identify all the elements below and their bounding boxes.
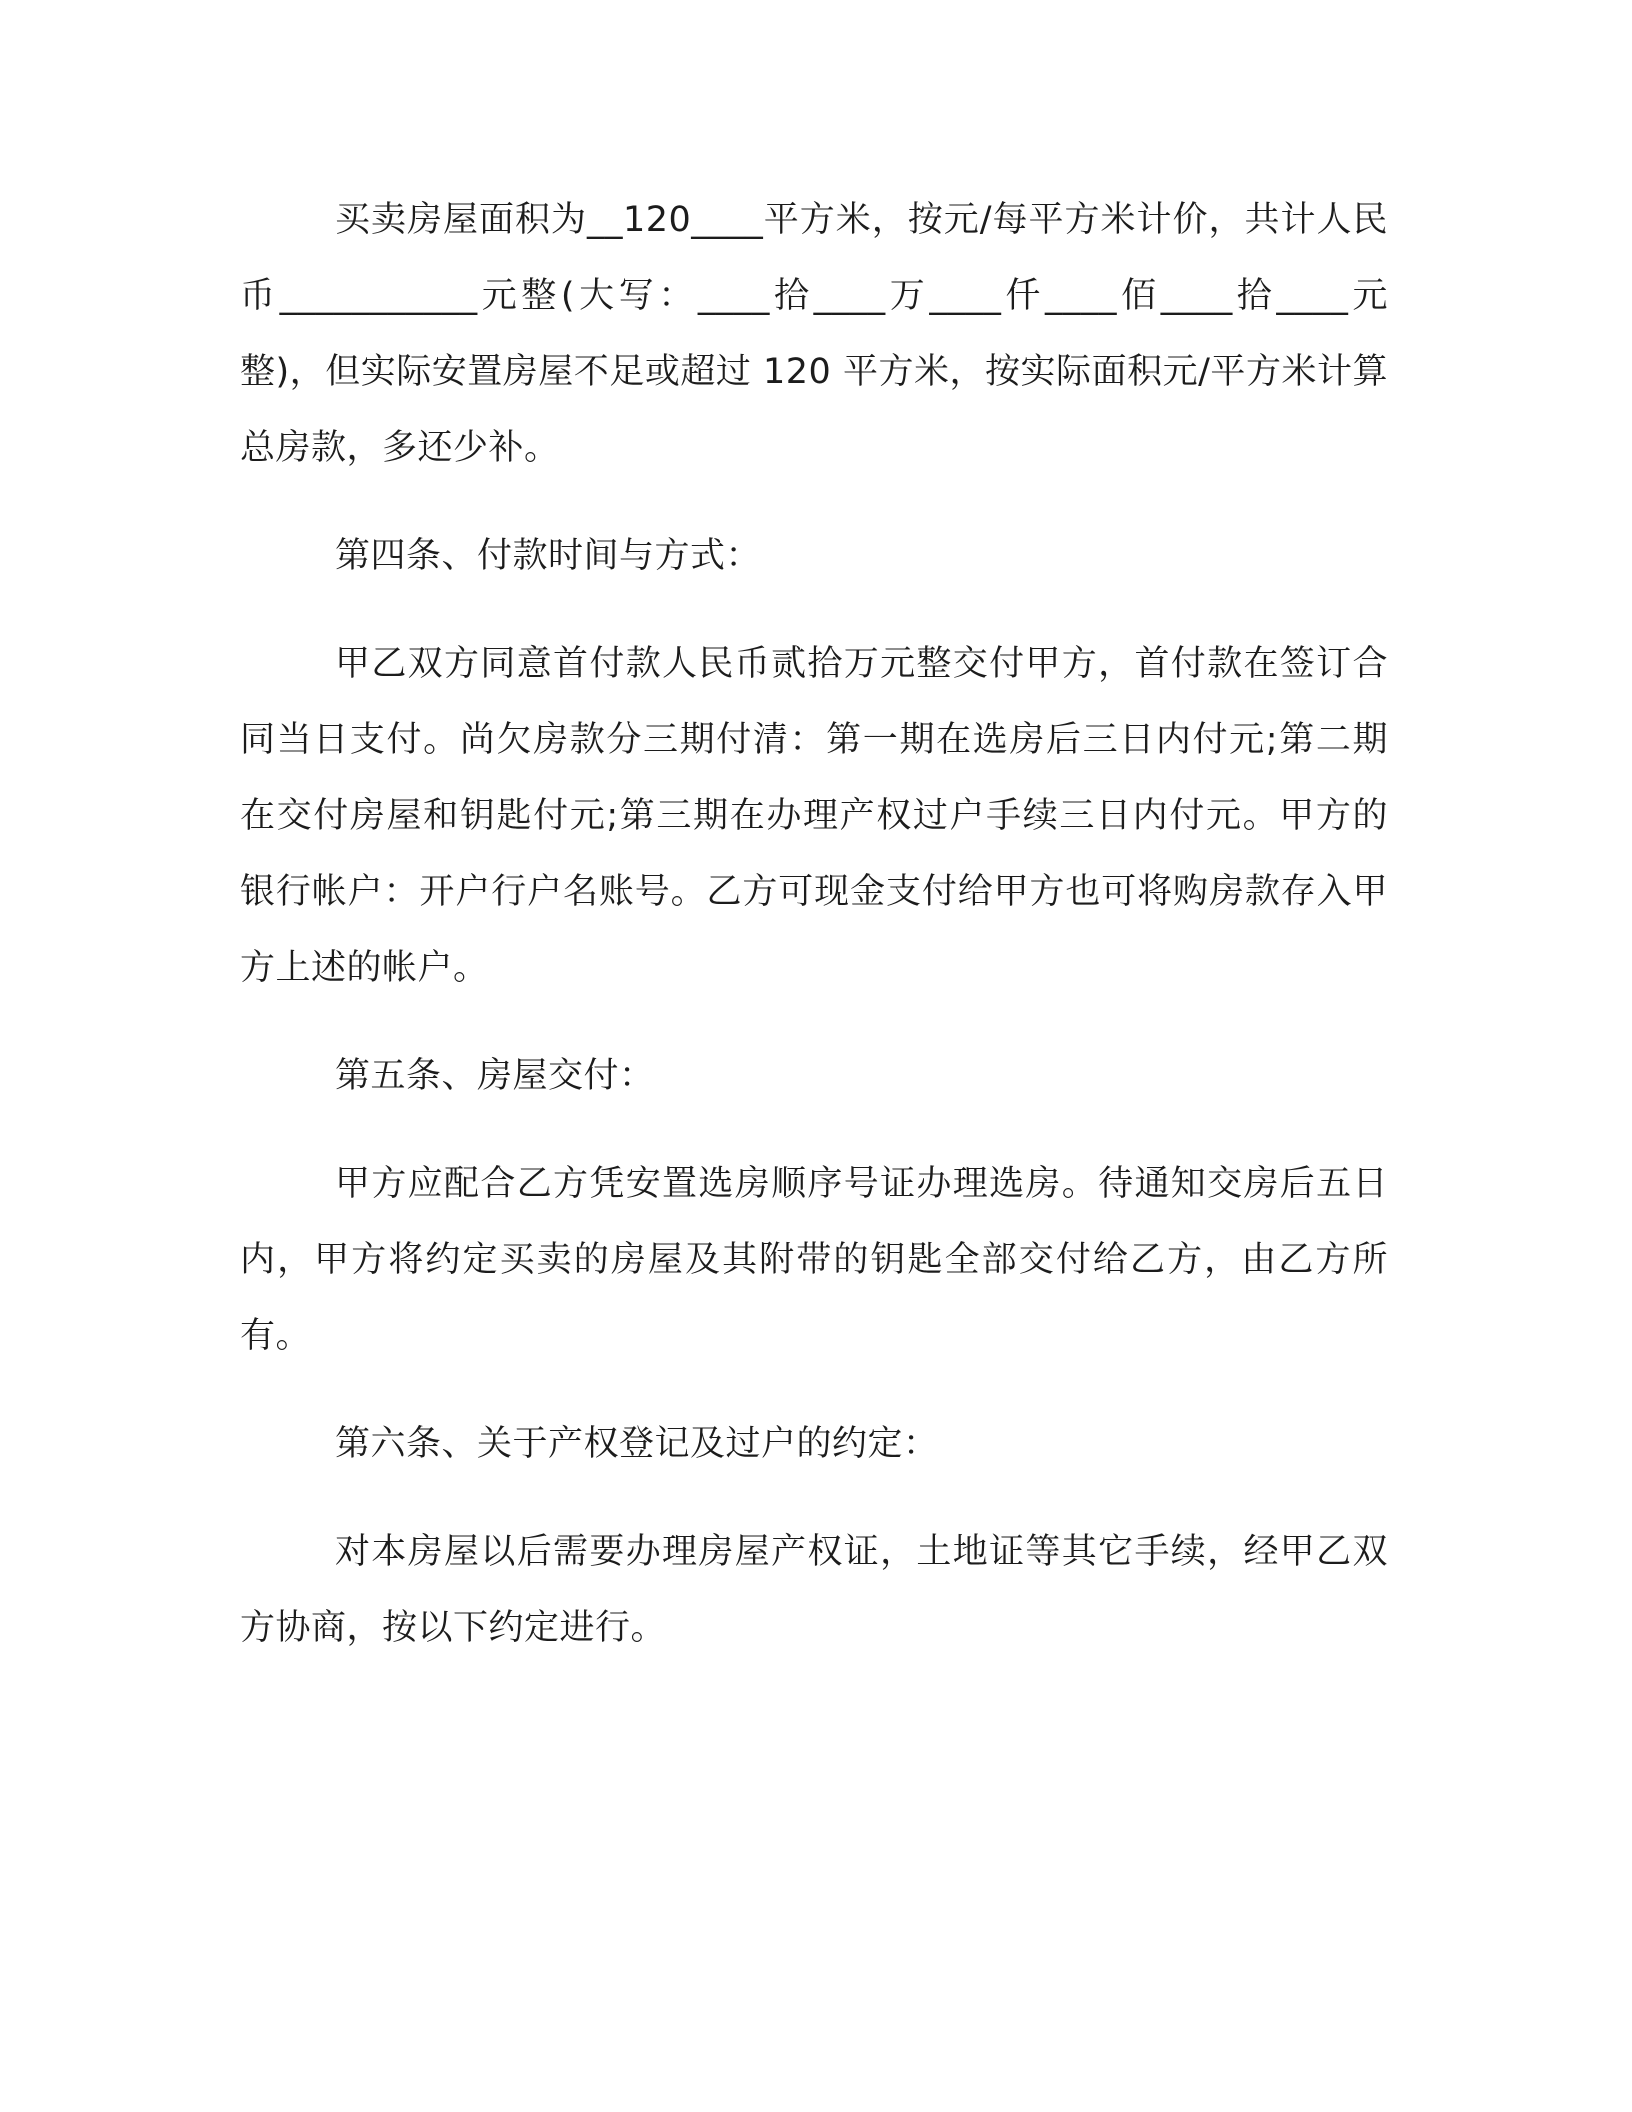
heading-article-4: 第四条、付款时间与方式： — [335, 536, 762, 576]
paragraph-title-transfer: 对本房屋以后需要办理房屋产权证，土地证等其它手续，经甲乙双方协商，按以下约定进行。 — [240, 1532, 1388, 1648]
heading-article-6: 第六条、关于产权登记及过户的约定： — [335, 1424, 939, 1464]
paragraph-payment: 甲乙双方同意首付款人民币贰拾万元整交付甲方，首付款在签订合同当日支付。尚欠房款分三期付清：第一期在选房后三日内付元;第二期在交付房屋和钥匙付元;第三期在办理产权过户手续三日内付元。甲方的银行帐户：开户行户名账号。乙方可现金支付给甲方也可将购房款存入甲方上述的帐户。 — [240, 644, 1388, 988]
document-body — [240, 182, 1388, 1698]
paragraph-area-price: 买卖房屋面积为__120____平方米，按元/每平方米计价，共计人民币___________元整(大写：____拾____万____仟____佰____拾____元整)，但实际安置房屋不足或超过 120 平方米，按实际面积元/平方米计算总房款，多还少补。 — [240, 200, 1388, 468]
paragraph-delivery: 甲方应配合乙方凭安置选房顺序号证办理选房。待通知交房后五日内，甲方将约定买卖的房屋及其附带的钥匙全部交付给乙方，由乙方所有。 — [240, 1164, 1388, 1356]
heading-article-5: 第五条、房屋交付： — [335, 1056, 655, 1096]
